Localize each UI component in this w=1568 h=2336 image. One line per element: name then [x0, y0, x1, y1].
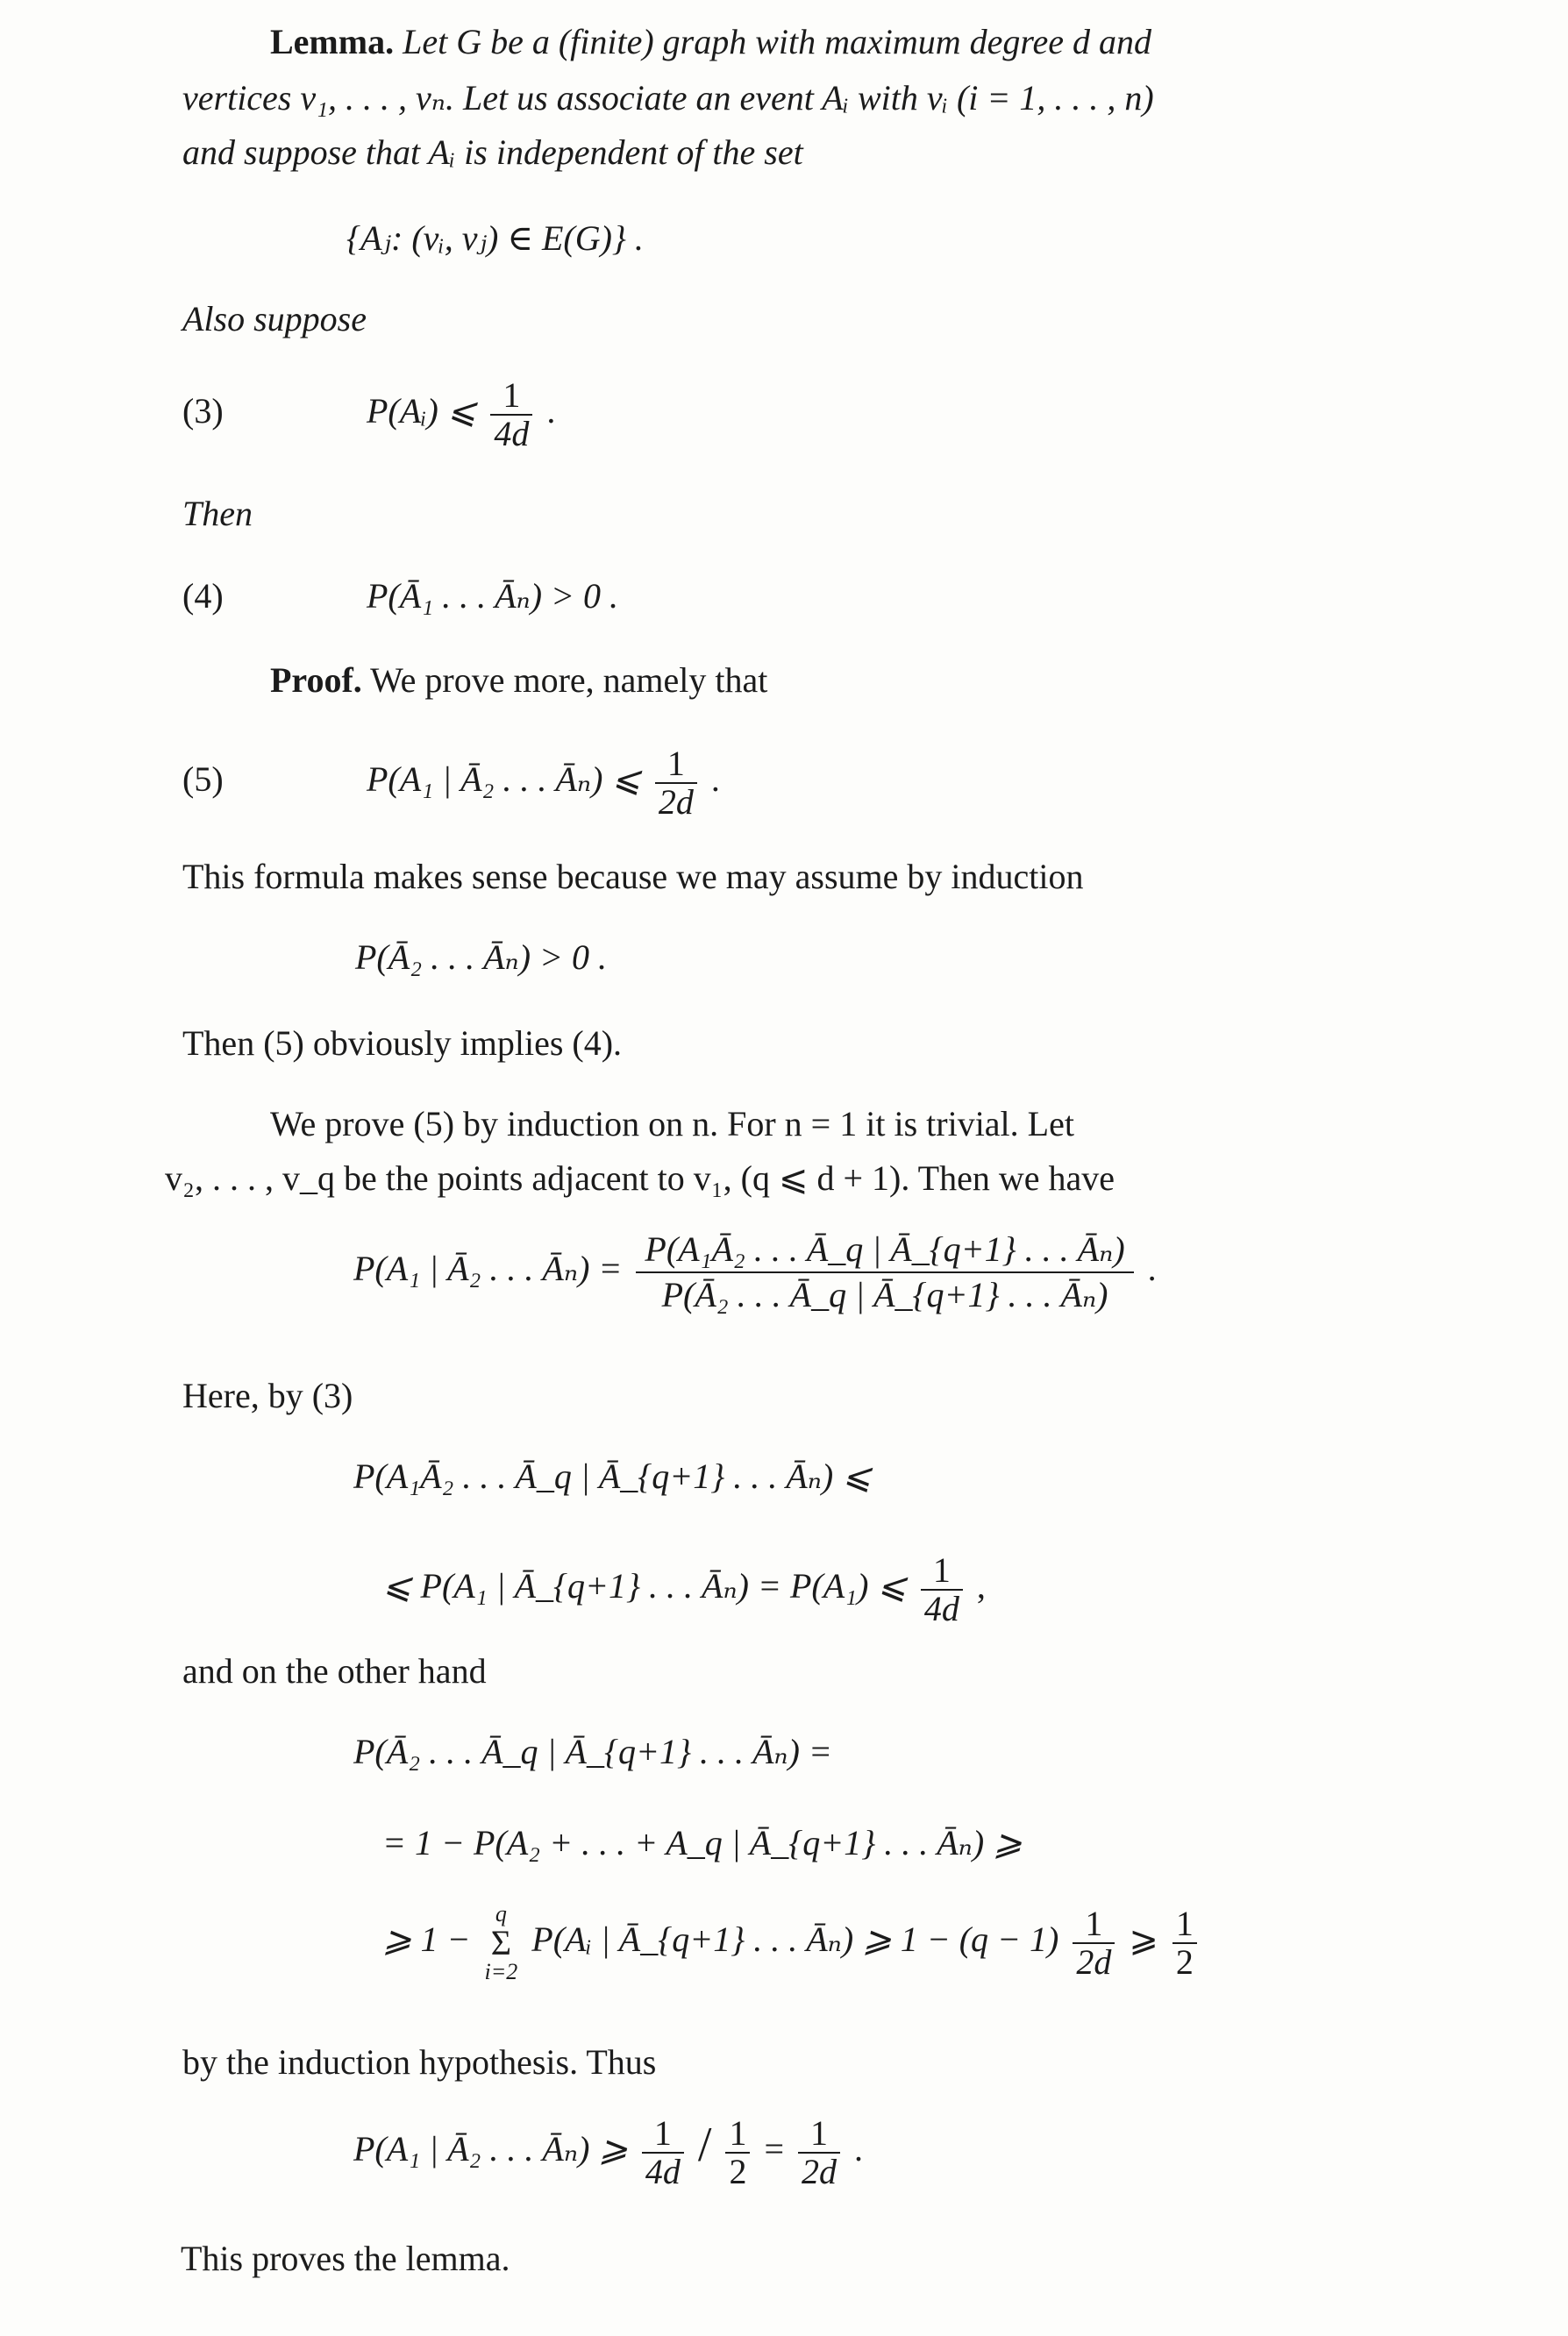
final-end: . — [854, 2129, 864, 2169]
sum-upper: q — [495, 1901, 507, 1926]
final-fraction-1 — [642, 2115, 684, 2190]
sense-line: This formula makes sense because we may assume by induction — [182, 857, 1084, 896]
proof-intro-text: We prove more, namely that — [370, 660, 768, 700]
induction-assumption: P(Ā₂ . . . Āₙ) > 0 . — [355, 937, 608, 977]
proof-label: Proof. — [270, 660, 362, 700]
by-hypothesis-line: by the induction hypothesis. Thus — [182, 2042, 657, 2082]
cond-numerator: P(A₁Ā₂ . . . Ā_q | Ā_{q+1} . . . Āₙ) — [636, 1228, 1133, 1273]
final-numerator-3: 1 — [798, 2115, 840, 2154]
lemma-line-2: vertices v₁, . . . , vₙ. Let us associate an event Aᵢ with vᵢ (i = 1, . . . , n) — [182, 78, 1154, 118]
eq3-number: (3) — [182, 391, 224, 431]
final-fraction-2 — [725, 2115, 750, 2190]
ineq2-numerator-1: 1 — [1073, 1905, 1115, 1944]
conclusion-line: This proves the lemma. — [181, 2239, 510, 2278]
cond-fraction — [636, 1228, 1133, 1317]
eq5-end: . — [710, 759, 720, 800]
ineq2-denominator-1: 2d — [1076, 1942, 1112, 1982]
other-hand-line: and on the other hand — [182, 1651, 487, 1691]
proof-intro — [270, 660, 768, 700]
ineq2-fraction-2 — [1172, 1905, 1197, 1981]
implies-line: Then (5) obviously implies (4). — [182, 1023, 623, 1063]
final-equals: = — [764, 2129, 785, 2169]
lemma-line-1 — [270, 22, 1152, 61]
final-fraction-3 — [798, 2115, 840, 2190]
sum-symbol: Σ — [490, 1923, 512, 1962]
summation — [485, 1903, 518, 1983]
eq4-body: P(Ā₁ . . . Āₙ) > 0 . — [367, 576, 619, 616]
cond-denominator: P(Ā₂ . . . Ā_q | Ā_{q+1} . . . Āₙ) — [661, 1275, 1108, 1314]
eq5-fraction — [655, 745, 697, 821]
eq5-denominator: 2d — [658, 782, 694, 822]
ineq2-gte: ⩾ — [1129, 1919, 1158, 1960]
equation-3 — [182, 377, 555, 452]
inequality-1b — [382, 1552, 986, 1627]
final-denominator-1: 4d — [645, 2152, 681, 2191]
independence-set: {Aⱼ: (vᵢ, vⱼ) ∈ E(G)} . — [346, 218, 644, 258]
eq3-fraction — [490, 377, 532, 452]
equation-4 — [182, 576, 619, 616]
final-denominator-3: 2d — [802, 2152, 837, 2191]
cond-end: . — [1147, 1249, 1157, 1289]
final-denominator-2: 2 — [729, 2152, 747, 2191]
induction-para-1: We prove (5) by induction on n. For n = 1 it is trivial. Let — [270, 1104, 1074, 1143]
ineq2-numerator-2: 1 — [1172, 1905, 1197, 1944]
cond-lhs: P(A₁ | Ā₂ . . . Āₙ) = — [353, 1249, 623, 1289]
lemma-text-1: Let G be a (finite) graph with maximum degree d and — [403, 22, 1152, 61]
final-lhs: P(A₁ | Ā₂ . . . Āₙ) ⩾ — [353, 2129, 628, 2169]
induction-para-2: v₂, . . . , v_q be the points adjacent to v₁, (q ⩽ d + 1). Then we have — [165, 1158, 1115, 1198]
lemma-label: Lemma. — [270, 22, 395, 61]
eq3-lhs: P(Aᵢ) ⩽ — [367, 391, 477, 431]
then-label: Then — [182, 494, 253, 533]
eq5-number: (5) — [182, 759, 224, 800]
inequality-1a: P(A₁Ā₂ . . . Ā_q | Ā_{q+1} . . . Āₙ) ⩽ — [353, 1456, 872, 1496]
final-numerator-1: 1 — [642, 2115, 684, 2154]
eq3-denominator: 4d — [494, 414, 530, 453]
ineq1-fraction — [921, 1552, 963, 1627]
eq4-number: (4) — [182, 576, 224, 616]
ineq1b-body: ⩽ P(A₁ | Ā_{q+1} . . . Āₙ) = P(A₁) ⩽ — [382, 1566, 907, 1606]
eq5-numerator: 1 — [655, 745, 697, 784]
ineq2-denominator-2: 2 — [1175, 1942, 1194, 1982]
conditional-equation — [353, 1228, 1157, 1317]
also-suppose: Also suppose — [182, 299, 367, 338]
ineq1-denominator: 4d — [923, 1589, 959, 1628]
eq5-lhs: P(A₁ | Ā₂ . . . Āₙ) ⩽ — [367, 759, 641, 800]
sum-lower: i=2 — [484, 1959, 518, 1984]
here-line: Here, by (3) — [182, 1376, 353, 1415]
equation-5 — [182, 745, 720, 821]
lemma-line-3: and suppose that Aᵢ is independent of the set — [182, 132, 803, 172]
inequality-2c — [382, 1903, 1202, 1983]
ineq2-fraction-1 — [1073, 1905, 1115, 1981]
inequality-2b: = 1 − P(A₂ + . . . + A_q | Ā_{q+1} . . . Āₙ) ⩾ — [382, 1823, 1023, 1862]
inequality-2a: P(Ā₂ . . . Ā_q | Ā_{q+1} . . . Āₙ) = — [353, 1732, 832, 1771]
final-equation — [353, 2115, 863, 2190]
eq3-numerator: 1 — [490, 377, 532, 416]
final-slash: / — [697, 2118, 712, 2173]
ineq1-numerator: 1 — [921, 1552, 963, 1591]
final-numerator-2: 1 — [725, 2115, 750, 2154]
ineq1-end: , — [976, 1566, 986, 1606]
ineq2c-pre: ⩾ 1 − — [382, 1919, 471, 1960]
eq3-end: . — [546, 391, 556, 431]
ineq2c-mid: P(Aᵢ | Ā_{q+1} . . . Āₙ) ⩾ 1 − (q − 1) — [531, 1919, 1059, 1960]
